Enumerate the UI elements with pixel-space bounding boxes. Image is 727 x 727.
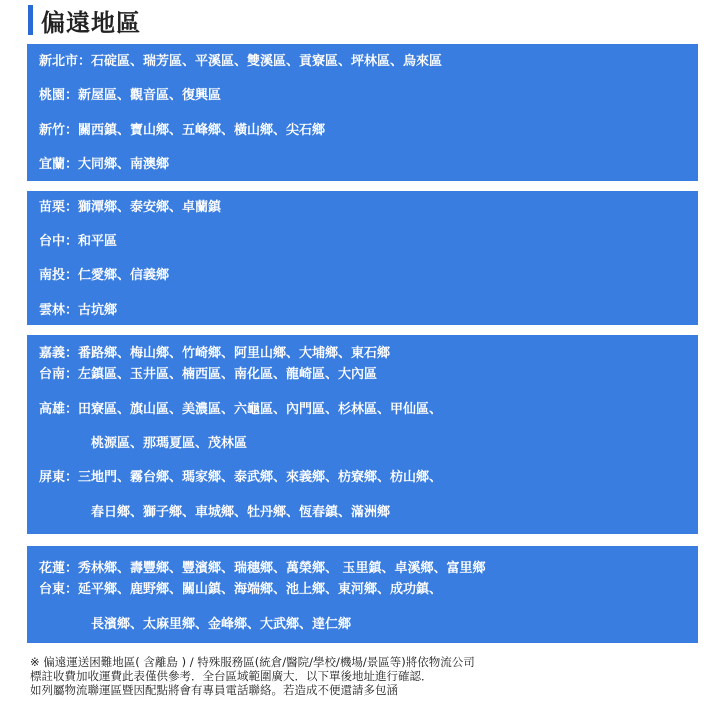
region-row: 高雄：田寮區、旗山區、美濃區、六龜區、內門區、杉林區、甲仙區、	[39, 402, 443, 417]
region-row: 新竹：關西鎮、寶山鄉、五峰鄉、橫山鄉、尖石鄉	[39, 123, 326, 138]
region-panel-south	[27, 335, 698, 534]
footnote-line: 標註收費加收運費此表僅供參考．全台區域範圍廣大．以下單後地址進行確認．	[30, 669, 433, 683]
footnote	[30, 655, 710, 697]
region-row: 嘉義：番路鄉、梅山鄉、竹崎鄉、阿里山鄉、大埔鄉、東石鄉	[39, 346, 391, 361]
region-row: 台中：和平區	[39, 234, 118, 249]
region-row: 屏東：三地門、霧台鄉、瑪家鄉、泰武鄉、來義鄉、枋寮鄉、枋山鄉、	[39, 470, 443, 485]
region-panel-north	[27, 44, 698, 181]
region-panel-east	[27, 546, 698, 643]
region-row: 宜蘭：大同鄉、南澳鄉	[39, 157, 170, 172]
region-row-continued: 桃源區、那瑪夏區、茂林區	[91, 436, 248, 451]
region-row-continued: 長濱鄉、太麻里鄉、金峰鄉、大武鄉、達仁鄉	[91, 617, 352, 632]
footnote-line: ※ 偏遠運送困難地區( 含離島 ) / 特殊服務區(統倉/醫院/學校/機場/景區等)將依物流公司	[30, 655, 475, 669]
region-panel-central	[27, 191, 698, 325]
region-row: 新北市：石碇區、瑞芳區、平溪區、雙溪區、貢寮區、坪林區、烏來區	[39, 54, 443, 69]
page-header	[28, 4, 141, 36]
region-row: 南投：仁愛鄉、信義鄉	[39, 268, 170, 283]
region-row: 花蓮：秀林鄉、壽豐鄉、豐濱鄉、瑞穗鄉、萬榮鄉、 玉里鎮、卓溪鄉、富里鄉	[39, 561, 486, 576]
region-row: 台南：左鎮區、玉井區、楠西區、南化區、龍崎區、大內區	[39, 367, 378, 382]
region-row: 苗栗：獅潭鄉、泰安鄉、卓蘭鎮	[39, 200, 222, 215]
region-row: 台東：延平鄉、鹿野鄉、關山鎮、海端鄉、池上鄉、東河鄉、成功鎮、	[39, 582, 443, 597]
footnote-line: 如列屬物流聯運區暨因配點將會有專員電話聯絡。若造成不便還請多包涵	[30, 683, 398, 697]
page-title: 偏遠地區	[41, 8, 141, 37]
region-row: 桃園：新屋區、觀音區、復興區	[39, 88, 222, 103]
region-row-continued: 春日鄉、獅子鄉、車城鄉、牡丹鄉、恆春鎮、滿洲鄉	[91, 505, 391, 520]
region-row: 雲林：古坑鄉	[39, 303, 118, 318]
title-accent-bar	[28, 5, 33, 35]
